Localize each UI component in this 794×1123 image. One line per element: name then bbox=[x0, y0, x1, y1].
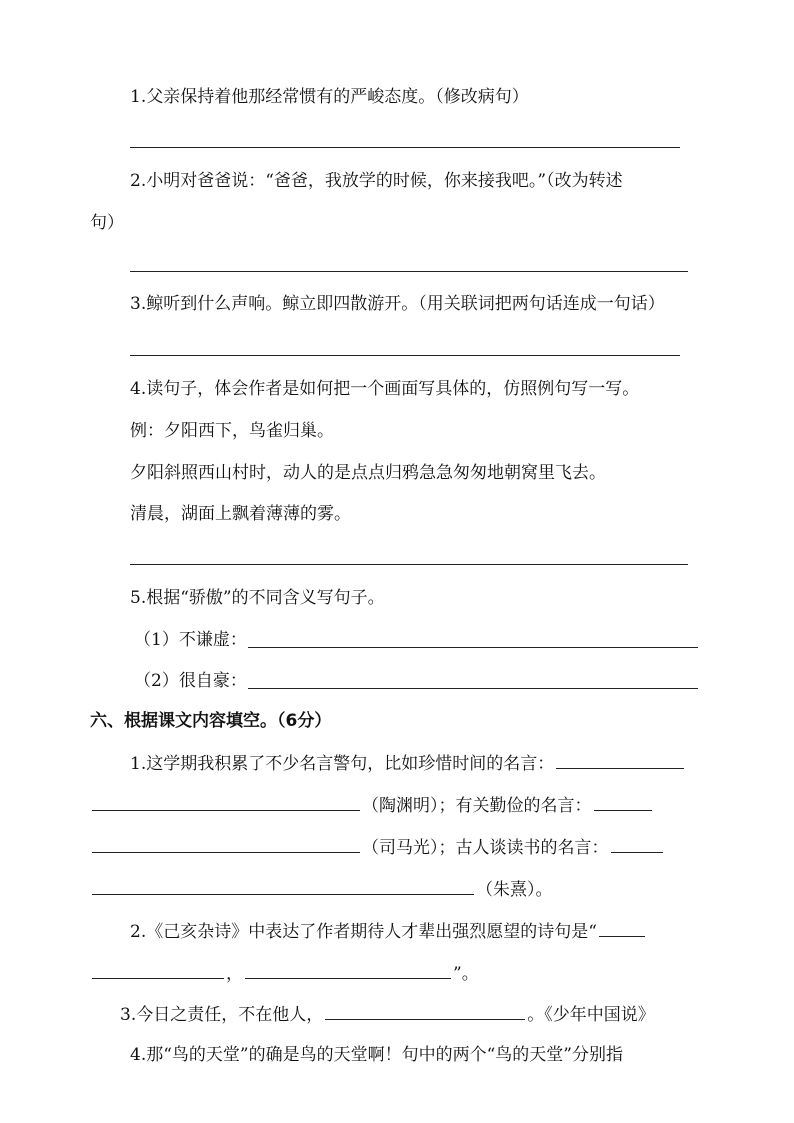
question-1: 1.父亲保持着他那经常惯有的严峻态度。（修改病句） bbox=[130, 87, 529, 107]
s6-question-1-line-2 bbox=[90, 794, 654, 817]
s6-question-3-post: 。《少年中国说》 bbox=[527, 1005, 655, 1025]
question-4: 4.读句子，体会作者是如何把一个画面写具体的，仿照例句写一写。 bbox=[130, 379, 640, 399]
s6-question-3-pre: 3.今日之责任，不在他人， bbox=[120, 1005, 324, 1025]
question-4-task: 清晨，湖面上飘着薄薄的雾。 bbox=[130, 504, 351, 524]
s6-question-1-line-3 bbox=[90, 836, 665, 859]
blank-s6-2c[interactable] bbox=[245, 962, 451, 979]
blank-s6-1f[interactable] bbox=[92, 878, 474, 895]
question-4-example-expanded: 夕阳斜照西山村时，动人的是点点归鸦急急匆匆地朝窝里飞去。 bbox=[130, 463, 606, 483]
blank-s6-1d[interactable] bbox=[92, 836, 360, 853]
blank-s6-1e[interactable] bbox=[611, 836, 663, 853]
s6-question-2-line-2 bbox=[90, 962, 479, 985]
answer-line-3[interactable] bbox=[130, 355, 680, 356]
blank-s6-1a[interactable] bbox=[556, 752, 684, 769]
s6-question-1-zhuxi: （朱熹）。 bbox=[476, 880, 553, 900]
question-2: 2.小明对爸爸说：“爸爸，我放学的时候，你来接我吧。”（改为转述 bbox=[130, 171, 623, 191]
answer-line-4[interactable] bbox=[130, 564, 688, 565]
blank-s6-1b[interactable] bbox=[92, 794, 360, 811]
blank-s6-2a[interactable] bbox=[599, 920, 645, 937]
blank-s6-1c[interactable] bbox=[594, 794, 652, 811]
answer-line-2[interactable] bbox=[130, 271, 688, 272]
s6-question-1-text: 1.这学期我积累了不少名言警句，比如珍惜时间的名言： bbox=[130, 754, 555, 774]
question-4-example: 例：夕阳西下，鸟雀归巢。 bbox=[130, 421, 334, 441]
question-3: 3.鲸听到什么声响。鲸立即四散游开。（用关联词把两句话连成一句话） bbox=[130, 294, 665, 314]
question-5: 5.根据“骄傲”的不同含义写句子。 bbox=[130, 588, 385, 608]
s6-question-2-text: 2.《己亥杂诗》中表达了作者期待人才辈出强烈愿望的诗句是“ bbox=[130, 922, 597, 942]
s6-question-1-sima: （司马光）；古人谈读书的名言： bbox=[362, 838, 609, 858]
section-6-title: 六、根据课文内容填空。（6分） bbox=[90, 711, 332, 731]
answer-line-5-1[interactable] bbox=[248, 647, 698, 648]
s6-question-1 bbox=[130, 752, 686, 775]
s6-question-1-line-4 bbox=[90, 878, 553, 901]
answer-line-1[interactable] bbox=[130, 147, 680, 148]
s6-question-3 bbox=[120, 1003, 655, 1026]
answer-line-5-2[interactable] bbox=[248, 688, 698, 689]
s6-question-2-comma: ， bbox=[226, 964, 243, 984]
question-2-continuation: 句） bbox=[90, 213, 124, 233]
s6-question-2-end: ”。 bbox=[453, 964, 479, 984]
s6-question-2 bbox=[130, 920, 647, 943]
s6-question-1-tao: （陶渊明）；有关勤俭的名言： bbox=[362, 796, 592, 816]
question-5-sub-2: （2）很自豪： bbox=[134, 671, 247, 691]
s6-question-4: 4.那“鸟的天堂”的确是鸟的天堂啊！句中的两个“鸟的天堂”分别指 bbox=[130, 1045, 623, 1065]
blank-s6-3[interactable] bbox=[325, 1003, 525, 1020]
question-5-sub-1: （1）不谦虚： bbox=[134, 630, 247, 650]
blank-s6-2b[interactable] bbox=[92, 962, 224, 979]
